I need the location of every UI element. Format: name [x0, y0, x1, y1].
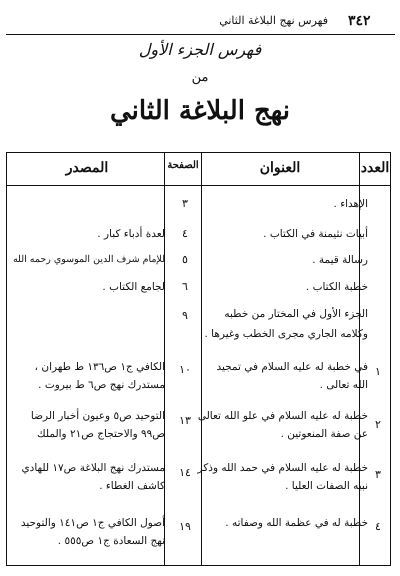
page-ref: ١٣: [179, 414, 191, 427]
entry-number: ٤: [375, 520, 381, 533]
column-header-page: الصفحة: [167, 160, 199, 171]
entry-source: نهج السعادة ج١ ص٥٥٥ .: [57, 535, 165, 547]
column-header-index: العدد: [360, 160, 390, 176]
column-divider: [201, 152, 202, 566]
entry-title: في خطبة له عليه السلام في تمجيد: [216, 361, 368, 373]
entry-title: خطبة له في عظمة الله وصفاته .: [225, 517, 368, 529]
entry-title: أبيات نثيمنة في الكتاب .: [263, 228, 368, 240]
page-ref: ٣: [182, 197, 188, 210]
column-header-source: المصدر: [65, 160, 109, 176]
page-ref: ٩: [182, 309, 188, 322]
entry-title: نبيه الصفات العليا .: [285, 480, 368, 492]
contents-table: [6, 152, 391, 566]
entry-title: الله تعالى .: [319, 379, 368, 391]
page-ref: ١٩: [179, 520, 191, 533]
entry-source: مستدرك نهج البلاغة ص١٧ للهادي: [21, 462, 165, 474]
page-ref: ٦: [182, 280, 188, 293]
contents-heading: فهرس الجزء الأول: [138, 40, 262, 59]
page-number: ٣٤٢: [348, 13, 371, 29]
entry-title: وكلامه الجاري مجرى الخطب وغيرها .: [204, 328, 368, 340]
header-rule: [6, 34, 395, 35]
entry-title: الإهداء .: [333, 198, 368, 210]
entry-source: لجامع الكتاب .: [102, 281, 165, 293]
entry-title: خطبة له عليه السلام في علو الله تعالى: [197, 410, 368, 422]
entry-source: التوحيد ص٥ وعيون أخبار الرضا: [30, 410, 165, 422]
entry-title: عن صفة المنعوتين .: [280, 428, 368, 440]
page-ref: ٤: [182, 227, 188, 240]
entry-source: لعدة أدباء كبار .: [97, 228, 165, 240]
entry-number: ٢: [375, 418, 381, 431]
column-divider: [164, 152, 165, 566]
running-title: فهرس نهج البلاغة الثاني: [219, 14, 328, 27]
entry-source: الكافي ج١ ص١٣٦ ط طهران ،: [34, 361, 165, 373]
column-header-title: العنوان: [259, 160, 301, 176]
entry-source: أصول الكافي ج١ ص١٤١ والتوحيد: [20, 517, 165, 529]
entry-title: خطبة له عليه السلام في حمد الله وذكر: [197, 462, 368, 474]
entry-title: الجزء الأول في المختار من خطبه: [224, 308, 368, 320]
column-divider: [359, 152, 360, 566]
entry-source: مستدرك نهج ص٦ ط بيروت .: [38, 379, 165, 391]
entry-number: ١: [375, 365, 381, 378]
book-title: نهج البلاغة الثاني: [110, 96, 290, 126]
contents-subheading: من: [191, 70, 209, 85]
entry-source: ص٩٩ والاحتجاج ص٢١ والملك: [37, 428, 165, 440]
entry-source: للإمام شرف الدين الموسوي رحمه الله: [12, 254, 165, 265]
entry-title: خطبة الكتاب .: [305, 281, 368, 293]
page-ref: ١٠: [179, 363, 191, 376]
entry-title: رسالة قيمة .: [312, 254, 368, 266]
page-ref: ٥: [182, 253, 188, 266]
page-ref: ١٤: [179, 466, 191, 479]
header-divider: [6, 185, 391, 186]
entry-source: كاشف الغطاء .: [99, 480, 165, 492]
entry-number: ٣: [375, 468, 381, 481]
